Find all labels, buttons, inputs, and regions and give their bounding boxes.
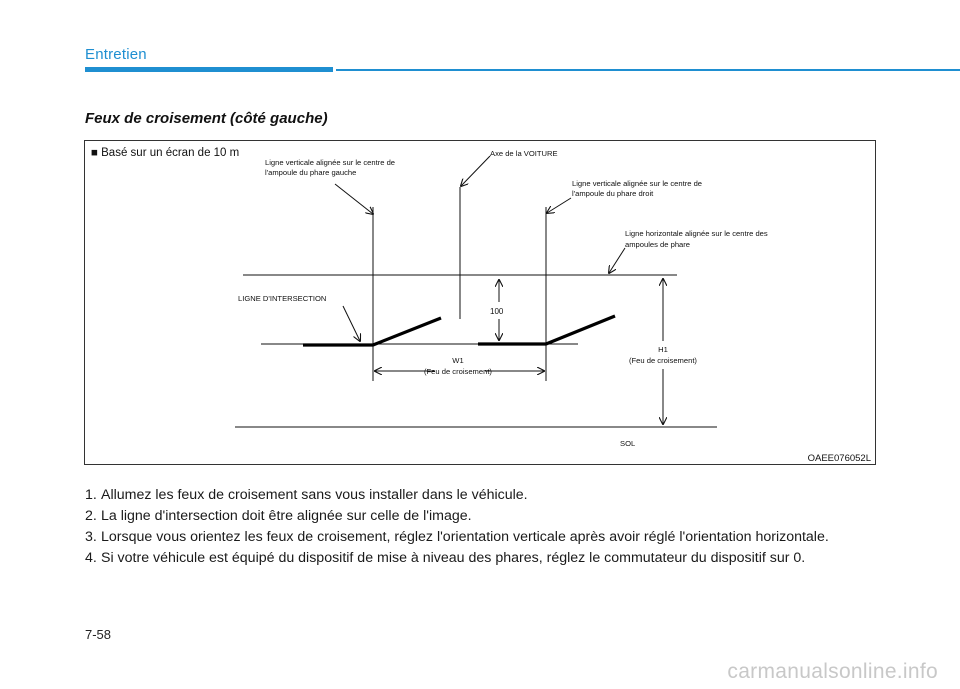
step-text: Allumez les feux de croisement sans vous installer dans le véhicule. [101,487,528,503]
step-item [85,507,877,526]
dim-100-label: 100 [490,307,504,316]
headlight-aiming-diagram [84,140,876,465]
label-ground: SOL [620,439,636,448]
label-vehicle-axis: Axe de la VOITURE [490,149,558,158]
step-number: 4. [85,550,97,566]
leader-intersection [343,306,360,341]
w1-label-2: (Feu de croisement) [424,367,492,376]
diagram-canvas [85,141,877,466]
header-rule-thin [336,69,960,71]
w1-label-1: W1 [452,356,464,365]
figure-code: OAEE076052L [807,453,871,464]
watermark[interactable]: carmanualsonline.info [727,660,938,683]
page-number: 7-58 [85,627,112,642]
step-text: Lorsque vous orientez les feux de croisement, réglez l'orientation verticale après avoir réglé l'orientation horizontale. [101,529,829,545]
header-rule-thick [85,67,333,72]
label-right-vertical-2: l'ampoule du phare droit [572,189,654,198]
leader-axis [461,156,490,186]
label-intersection: LIGNE D'INTERSECTION [238,294,327,303]
leader-right [547,198,571,213]
step-item [85,549,877,568]
label-right-vertical-1: Ligne verticale alignée sur le centre de [572,179,703,188]
step-number: 2. [85,508,97,524]
label-left-vertical-1: Ligne verticale alignée sur le centre de [265,158,396,167]
figure-note: ■ Basé sur un écran de 10 m [91,147,240,159]
label-horizontal-1: Ligne horizontale alignée sur le centre des [625,229,768,238]
step-text: La ligne d'intersection doit être alignée sur celle de l'image. [101,508,472,524]
instruction-steps [85,486,877,570]
label-left-vertical-2: l'ampoule du phare gauche [265,168,357,177]
step-number: 3. [85,529,97,545]
h1-label-1: H1 [658,345,668,354]
section-title: Entretien [85,46,147,63]
step-number: 1. [85,487,97,503]
subheading: Feux de croisement (côté gauche) [85,110,328,127]
leader-horizontal [609,248,625,273]
step-text: Si votre véhicule est équipé du dispositif de mise à niveau des phares, réglez le commutateur du dispositif sur 0. [101,550,806,566]
h1-label-2: (Feu de croisement) [629,356,697,365]
leader-left [335,184,373,214]
step-item [85,528,877,547]
step-item [85,486,877,505]
label-horizontal-2: ampoules de phare [625,240,691,249]
left-beam-cutoff [303,318,441,345]
